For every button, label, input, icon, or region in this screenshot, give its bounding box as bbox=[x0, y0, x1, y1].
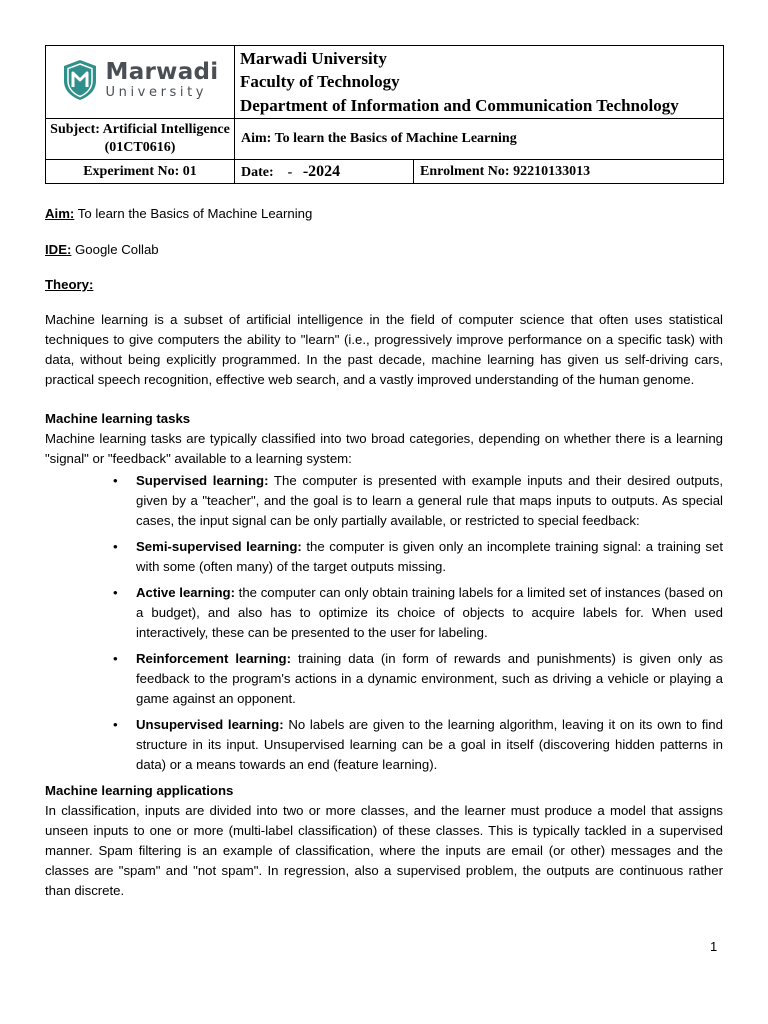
logo-cell bbox=[46, 46, 235, 119]
task-text: The computer is presented with example inputs and their desired outputs, given by a "teacher", and the goal is to learn a general rule that maps inputs to outputs. As special cases, the input signal can be only partially available, or restricted to special feedback: bbox=[136, 473, 723, 528]
theory-line bbox=[45, 275, 723, 295]
logo-sub: University bbox=[105, 84, 208, 100]
tasks-intro: Machine learning tasks are typically classified into two broad categories, depending on whether there is a learning "signal" or "feedback" available to a learning system: bbox=[45, 431, 723, 466]
department-name: Department of Information and Communication Technology bbox=[240, 95, 679, 115]
aim-text: To learn the Basics of Machine Learning bbox=[74, 206, 313, 221]
theory-paragraph: Machine learning is a subset of artificial intelligence in the field of computer science that often uses statistical techniques to give computers the ability to "learn" (i.e., progressively improve performance on a specific task) with data, without being explicitly programmed. In the past decade, machine learning has given us self-driving cars, practical speech recognition, effective web search, and a vastly improved understanding of the human genome. bbox=[45, 312, 723, 387]
task-term: Supervised learning: bbox=[136, 473, 269, 488]
university-logo bbox=[62, 59, 219, 101]
tasks-list bbox=[45, 471, 723, 775]
date-cell bbox=[235, 160, 414, 184]
subject-cell: Subject: Artificial Intelligence (01CT0616) bbox=[46, 119, 235, 160]
task-text: the computer can only obtain training labels for a limited set of instances (based on a budget), and also has to optimize its choice of objects to acquire labels for. When used interactively, these can be presented to the user for labeling. bbox=[136, 585, 723, 640]
aim-label: Aim: bbox=[45, 206, 75, 221]
aim-line bbox=[45, 204, 723, 224]
apps-heading: Machine learning applications bbox=[45, 783, 234, 798]
list-item: • Supervised learning: The computer is presented with example inputs and their desired outputs, given by a "teacher", and the goal is to learn a general rule that maps inputs to outputs. As special cases, the input signal can be only partially available, or restricted to special feedback: bbox=[113, 473, 723, 528]
shield-icon bbox=[62, 59, 98, 101]
page-number: 1 bbox=[710, 939, 718, 954]
date-label: Date: bbox=[241, 164, 274, 180]
task-term: Active learning: bbox=[136, 585, 235, 600]
task-term: Semi-supervised learning: bbox=[136, 539, 302, 554]
task-text: training data (in form of rewards and punishments) is given only as feedback to the program's actions in a dynamic environment, such as driving a vehicle or playing a game against an opponent. bbox=[136, 651, 724, 706]
university-name: Marwadi University bbox=[240, 48, 387, 68]
list-item: • Unsupervised learning: No labels are given to the learning algorithm, leaving it on its own to find structure in its input. Unsupervised learning can be a goal in itself (discovering hidden patterns in data) or a means towards an end (feature learning). bbox=[113, 717, 723, 772]
task-term: Reinforcement learning: bbox=[136, 651, 292, 666]
date-year: -2024 bbox=[302, 162, 341, 180]
ide-label: IDE: bbox=[45, 242, 72, 257]
task-text: No labels are given to the learning algorithm, leaving it on its own to find structure in its input. Unsupervised learning can be a goal in itself (discovering hidden patterns in data) or a means towards an end (feature learning). bbox=[136, 717, 723, 772]
faculty-name: Faculty of Technology bbox=[240, 72, 400, 92]
tasks-heading: Machine learning tasks bbox=[45, 411, 191, 426]
ide-text: Google Collab bbox=[71, 242, 159, 257]
task-term: Unsupervised learning: bbox=[136, 717, 284, 732]
enrolment-cell: Enrolment No: 92210133013 bbox=[414, 160, 724, 184]
logo-name: Marwadi bbox=[105, 58, 219, 85]
task-text: the computer is given only an incomplete training signal: a training set with some (often many) of the target outputs missing. bbox=[136, 539, 723, 574]
list-item: • Active learning: the computer can only obtain training labels for a limited set of instances (based on a budget), and also has to optimize its choice of objects to acquire labels for. When used interactively, these can be presented to the user for labeling. bbox=[113, 585, 723, 640]
list-item: • Semi-supervised learning: the computer is given only an incomplete training signal: a training set with some (often many) of the target outputs missing. bbox=[113, 539, 723, 574]
experiment-cell: Experiment No: 01 bbox=[46, 160, 235, 184]
list-item: • Reinforcement learning: training data (in form of rewards and punishments) is given only as feedback to the program's actions in a dynamic environment, such as driving a vehicle or playing a game against an opponent. bbox=[113, 651, 724, 706]
apps-paragraph: In classification, inputs are divided into two or more classes, and the learner must produce a model that assigns unseen inputs to one or more (multi-label classification) of these classes. This is typically tackled in a supervised manner. Spam filtering is an example of classification, where the inputs are email (or other) messages and the classes are "spam" and "not spam". In regression, also a supervised problem, the outputs are continuous rather than discrete. bbox=[45, 803, 723, 898]
university-cell bbox=[235, 46, 724, 119]
theory-label: Theory: bbox=[45, 277, 94, 292]
ide-line bbox=[45, 240, 723, 260]
date-dashes: - bbox=[287, 164, 293, 180]
document-body bbox=[45, 204, 723, 901]
aim-cell: Aim: To learn the Basics of Machine Learning bbox=[235, 119, 724, 160]
header-table bbox=[45, 45, 724, 184]
